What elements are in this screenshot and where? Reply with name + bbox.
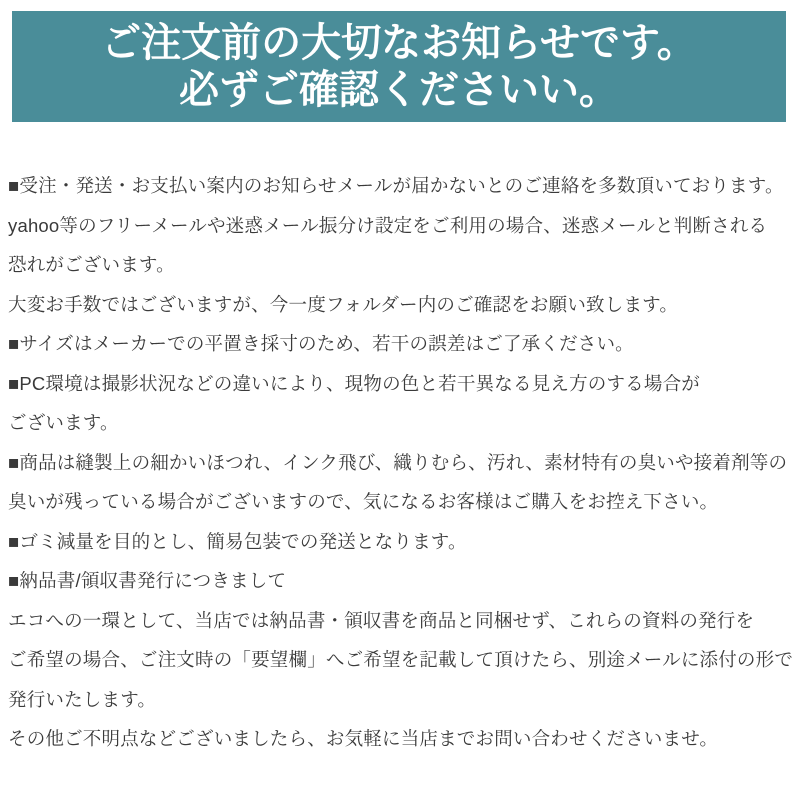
notice-body (8, 166, 796, 759)
notice-line: 恐れがございます。 (8, 254, 175, 275)
notice-line: ございます。 (8, 412, 119, 433)
notice-line: ■受注・発送・お支払い案内のお知らせメールが届かないとのご連絡を多数頂いております。 (8, 175, 784, 196)
notice-line: その他ご不明点などございましたら、お気軽に当店までお問い合わせくださいませ。 (8, 728, 719, 749)
notice-line: 臭いが残っている場合がございますので、気になるお客様はご購入をお控え下さい。 (8, 491, 719, 512)
notice-line: 発行いたします。 (8, 688, 157, 710)
notice-line: ご希望の場合、ご注文時の「要望欄」へご希望を記載して頂けたら、別途メールに添付の形で (8, 649, 794, 670)
banner-title-line2: 必ずご確認くださいい。 (179, 67, 619, 112)
banner-title-line1: ご注文前の大切なお知らせです。 (101, 20, 697, 65)
notice-line: ■ゴミ減量を目的とし、簡易包装での発送となります。 (8, 530, 467, 552)
notice-line: エコへの一環として、当店では納品書・領収書を商品と同梱せず、これらの資料の発行を (8, 609, 755, 631)
notice-line: 大変お手数ではございますが、今一度フォルダー内のご確認をお願い致します。 (8, 293, 679, 315)
notice-banner (12, 11, 786, 122)
notice-line: ■サイズはメーカーでの平置き採寸のため、若干の誤差はご了承ください。 (8, 333, 634, 354)
notice-line: ■納品書/領収書発行につきまして (8, 570, 287, 591)
notice-line: ■PC環境は撮影状況などの違いにより、現物の色と若干異なる見え方のする場合が (8, 372, 700, 394)
notice-line: yahoo等のフリーメールや迷惑メール振分け設定をご利用の場合、迷惑メールと判断される (8, 214, 768, 236)
notice-line: ■商品は縫製上の細かいほつれ、インク飛び、織りむら、汚れ、素材特有の臭いや接着剤等の (8, 451, 788, 473)
